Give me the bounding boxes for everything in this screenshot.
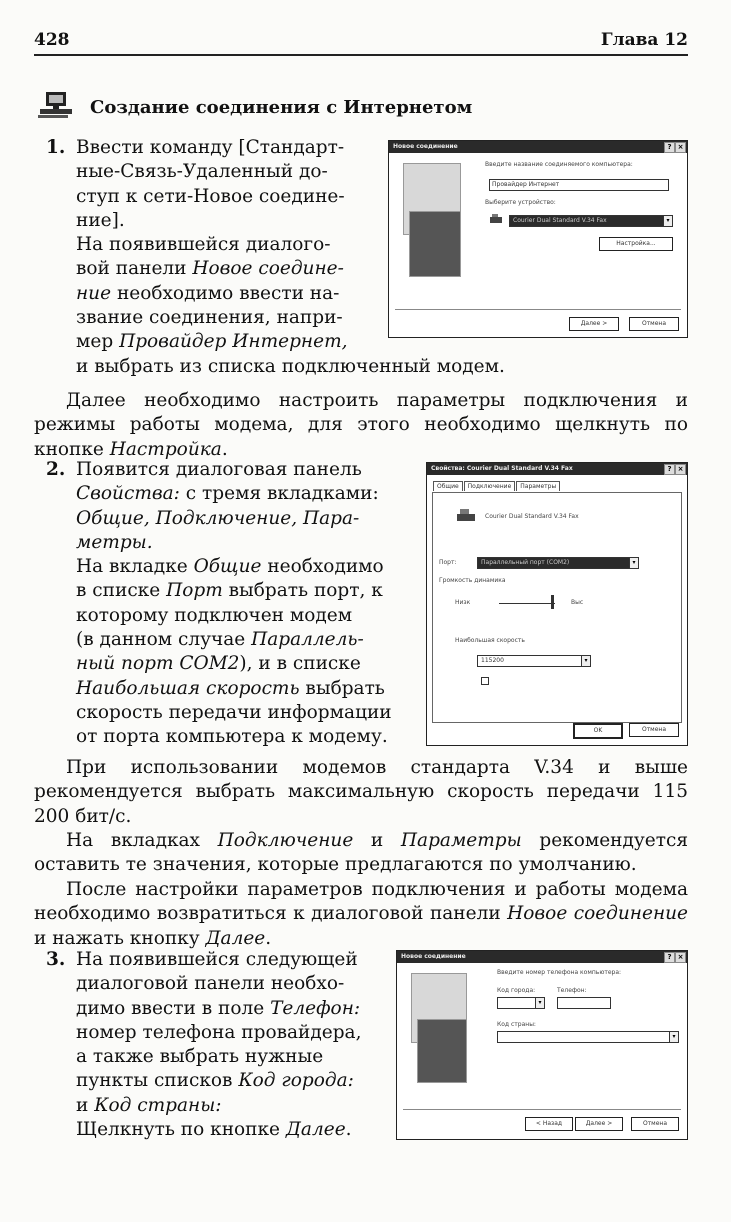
step3-line: и Код страны: <box>76 1094 222 1116</box>
step2-line: На вкладке Общие необходимо <box>76 556 384 578</box>
step1-line: мер Провайдер Интернет, <box>76 331 348 353</box>
close-icon[interactable]: × <box>675 464 686 475</box>
header-rule <box>34 54 688 56</box>
volume-low-label: Низк <box>455 599 471 606</box>
modem-properties-dialog <box>426 462 688 746</box>
connection-name-input[interactable]: Провайдер Интернет <box>489 179 669 191</box>
country-code-select[interactable] <box>497 1031 679 1043</box>
step3-number: 3. <box>46 949 66 970</box>
step2-line: Появится диалоговая панель <box>76 459 362 480</box>
dialog3-divider <box>403 1109 681 1110</box>
step1-last-line: и выбрать из списка подключенный модем. <box>76 356 505 377</box>
cancel-button[interactable]: Отмена <box>631 1117 679 1131</box>
new-connection-dialog <box>388 140 688 338</box>
step1-text <box>76 136 382 355</box>
chevron-down-icon[interactable]: ▾ <box>663 216 672 226</box>
modem-select[interactable]: Courier Dual Standard V.34 Fax ▾ <box>509 215 673 227</box>
phone-number-dialog <box>396 950 688 1140</box>
step1-number: 1. <box>46 137 66 158</box>
port-select[interactable]: Параллельный порт (COM2) ▾ <box>477 557 639 569</box>
tab-connection[interactable]: Подключение <box>464 481 516 491</box>
dialog1-divider <box>395 309 681 310</box>
step1-line: ные-Связь-Удаленный до- <box>76 161 328 183</box>
help-icon[interactable]: ? <box>664 952 675 963</box>
tab-options[interactable]: Параметры <box>516 481 560 491</box>
close-icon[interactable]: × <box>675 142 686 153</box>
close-icon[interactable]: × <box>675 952 686 963</box>
volume-slider-thumb[interactable] <box>551 595 554 609</box>
next-button[interactable]: Далее > <box>575 1117 623 1131</box>
volume-label: Громкость динамика <box>439 577 506 584</box>
phone-label: Телефон: <box>557 987 587 994</box>
chevron-down-icon[interactable]: ▾ <box>669 1032 678 1042</box>
step2-line: метры. <box>76 531 153 553</box>
after-settings-paragraph: После настройки параметров подключения и работы модема необходимо возвратиться к диалоговой панели Новое соединение и нажать кнопку Далее. <box>34 879 688 949</box>
computer-icon <box>36 90 76 120</box>
volume-high-label: Выс <box>571 599 584 606</box>
step2-line: (в данном случае Параллель- <box>76 629 364 651</box>
step1-line: Ввести команду [Стандарт- <box>76 137 345 158</box>
speed-select[interactable]: 115200 ▾ <box>477 655 591 667</box>
step1-line: ступ к сети-Новое соедине- <box>76 185 345 207</box>
modem-icon <box>455 507 477 523</box>
step2-line: скорость передачи информации <box>76 701 392 723</box>
modem-name: Courier Dual Standard V.34 Fax <box>485 513 579 520</box>
step3-line: пункты списков Код города: <box>76 1070 354 1092</box>
configure-button[interactable]: Настройка... <box>599 237 673 251</box>
step3-line: номер телефона провайдера, <box>76 1021 362 1043</box>
country-code-label: Код страны: <box>497 1021 536 1028</box>
step2-text <box>76 458 406 750</box>
step3-line: димо ввести в поле Телефон: <box>76 997 361 1019</box>
step2-line: Свойства: с тремя вкладками: <box>76 483 379 505</box>
help-icon[interactable]: ? <box>664 142 675 153</box>
step1-line: ние]. <box>76 209 125 231</box>
chevron-down-icon[interactable]: ▾ <box>581 656 590 666</box>
chevron-down-icon[interactable]: ▾ <box>535 998 544 1008</box>
step2-line: от порта компьютера к модему. <box>76 726 388 748</box>
dialog-titlebar: Новое соединение ? × <box>397 951 687 963</box>
step2-line: Наибольшая скорость выбрать <box>76 677 385 699</box>
cancel-button[interactable]: Отмена <box>629 723 679 737</box>
chapter-label: Глава 12 <box>600 30 688 50</box>
dialog3-prompt: Введите номер телефона компьютера: <box>497 969 622 976</box>
step3-line: На появившейся следующей <box>76 949 358 970</box>
wizard-illustration-monitor <box>417 1019 467 1083</box>
step3-line: диалоговой панели необхо- <box>76 973 345 995</box>
port-label: Порт: <box>439 559 457 566</box>
settings-paragraph: Далее необходимо настроить параметры подключения и режимы работы модема, для этого необходимо щелкнуть по кнопке Настройка. <box>34 390 688 460</box>
dialog1-device-label: Выберите устройство: <box>485 199 556 206</box>
modem-icon <box>489 213 503 225</box>
dialog-titlebar: Новое соединение ? × <box>389 141 687 153</box>
step2-number: 2. <box>46 459 66 480</box>
phone-input[interactable] <box>557 997 611 1009</box>
speed-label: Наибольшая скорость <box>455 637 525 644</box>
dialog-titlebar: Свойства: Courier Dual Standard V.34 Fax ? × <box>427 463 687 475</box>
step1-line: На появившейся диалого- <box>76 234 331 256</box>
step3-text <box>76 948 388 1142</box>
wizard-illustration-monitor <box>409 211 461 277</box>
volume-slider-track[interactable] <box>499 603 555 604</box>
chevron-down-icon[interactable]: ▾ <box>629 558 638 568</box>
step2-line: ный порт COM2), и в списке <box>76 653 361 675</box>
ok-button[interactable]: OK <box>573 723 623 739</box>
tab-general[interactable]: Общие <box>433 481 463 491</box>
properties-tabs <box>433 481 561 491</box>
step1-line: ние необходимо ввести на- <box>76 282 340 304</box>
section-title: Создание соединения с Интернетом <box>90 97 473 118</box>
area-code-select[interactable] <box>497 997 545 1009</box>
help-icon[interactable]: ? <box>664 464 675 475</box>
step3-line: Щелкнуть по кнопке Далее. <box>76 1119 352 1141</box>
dialog1-prompt: Введите название соединяемого компьютера: <box>485 161 633 168</box>
step3-line: а также выбрать нужные <box>76 1046 324 1068</box>
step1-line: вой панели Новое соедине- <box>76 258 344 280</box>
step2-line: Общие, Подключение, Пара- <box>76 507 360 529</box>
tabs-paragraph: На вкладках Подключение и Параметры рекомендуется оставить те значения, которые предлагаются по умолчанию. <box>34 830 689 876</box>
general-tab-panel <box>432 492 682 723</box>
next-button[interactable]: Далее > <box>569 317 619 331</box>
back-button[interactable]: < Назад <box>525 1117 573 1131</box>
area-code-label: Код города: <box>497 987 536 994</box>
step2-line: в списке Порт выбрать порт, к <box>76 580 383 602</box>
v34-paragraph: При использовании модемов стандарта V.34 и выше рекомендуется выбрать максимальную скорость передачи 115 200 бит/с. <box>34 757 688 827</box>
step1-line: звание соединения, напри- <box>76 307 343 329</box>
step2-line: которому подключен модем <box>76 604 353 626</box>
page-number: 428 <box>34 30 70 50</box>
speed-checkbox[interactable] <box>481 677 489 685</box>
cancel-button[interactable]: Отмена <box>629 317 679 331</box>
